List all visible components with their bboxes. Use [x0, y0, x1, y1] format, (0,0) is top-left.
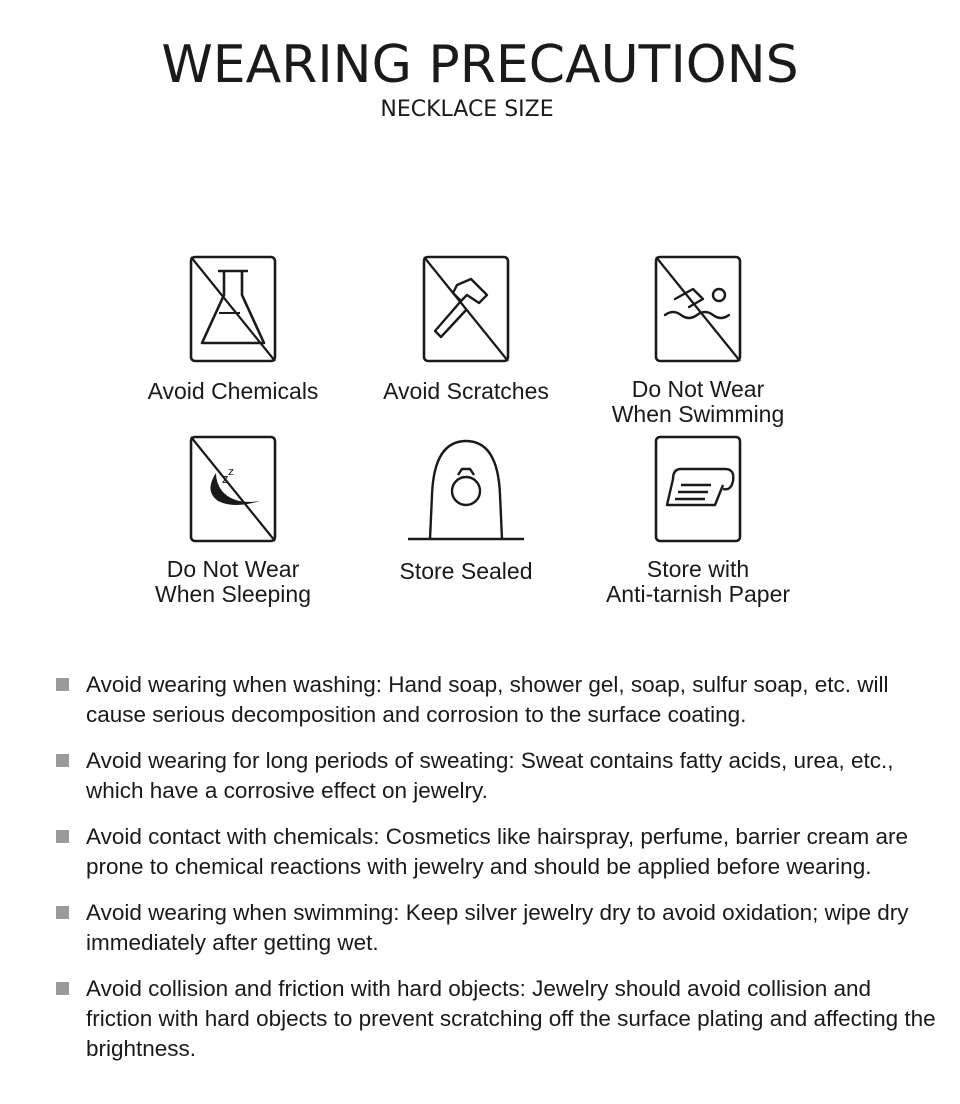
list-item: [56, 898, 936, 958]
icon-cell-store-sealed: [346, 435, 586, 584]
paper-scroll-icon: [653, 435, 743, 545]
page-subtitle: NECKLACE SIZE: [380, 97, 554, 122]
svg-text:z: z: [228, 465, 234, 478]
icon-label: Do Not Wear When Sleeping: [155, 556, 311, 607]
bullet-square-icon: [56, 906, 69, 919]
list-item: [56, 670, 936, 730]
icon-label: Avoid Scratches: [383, 378, 549, 404]
page-title: WEARING PRECAUTIONS: [161, 35, 799, 95]
icon-cell-avoid-chemicals: [113, 255, 353, 404]
svg-text:z: z: [222, 472, 229, 486]
hammer-prohibited-icon: [421, 255, 511, 365]
icon-label: Store Sealed: [399, 558, 533, 584]
ring-in-bag-icon: [406, 435, 526, 545]
moon-sleep-prohibited-icon: [188, 435, 278, 545]
note-text: Avoid wearing when swimming: Keep silver jewelry dry to avoid oxidation; wipe dry immediately after getting wet.: [86, 900, 909, 955]
bullet-square-icon: [56, 982, 69, 995]
swimmer-prohibited-icon: [653, 255, 743, 365]
bullet-square-icon: [56, 678, 69, 691]
note-text: Avoid contact with chemicals: Cosmetics like hairspray, perfume, barrier cream are prone to chemical reactions with jewelry and should be applied before wearing.: [86, 824, 908, 879]
list-item: [56, 822, 936, 882]
icon-cell-no-sleeping: [113, 435, 353, 607]
list-item: [56, 746, 936, 806]
list-item: [56, 974, 936, 1064]
icon-label: Store with Anti-tarnish Paper: [605, 556, 791, 607]
note-text: Avoid wearing when washing: Hand soap, shower gel, soap, sulfur soap, etc. will cause serious decomposition and corrosion to the surface coating.: [86, 672, 889, 727]
bullet-square-icon: [56, 830, 69, 843]
note-text: Avoid wearing for long periods of sweating: Sweat contains fatty acids, urea, etc., which have a corrosive effect on jewelry.: [86, 748, 894, 803]
icon-label: Do Not Wear When Swimming: [611, 376, 785, 427]
note-text: Avoid collision and friction with hard objects: Jewelry should avoid collision and friction with hard objects to prevent scratching off the surface plating and affecting the brightness.: [86, 976, 936, 1061]
icon-label: Avoid Chemicals: [147, 378, 319, 404]
icon-cell-no-swimming: [578, 255, 818, 427]
flask-prohibited-icon: [188, 255, 278, 365]
icon-cell-avoid-scratches: [346, 255, 586, 404]
bullet-square-icon: [56, 754, 69, 767]
precautions-list: [56, 670, 936, 1080]
icon-cell-anti-tarnish-paper: [578, 435, 818, 607]
